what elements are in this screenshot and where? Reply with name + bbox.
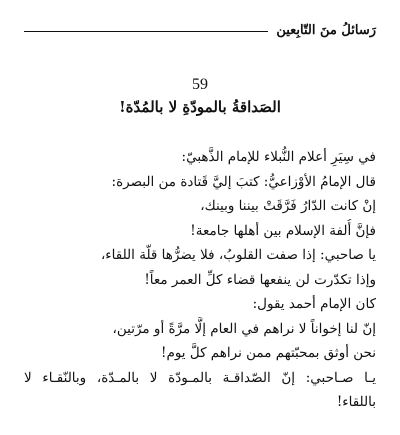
text-line: يا صاحبي: إذا صفت القلوبُ، فلا يضرُّها قلّة اللقاء،: [100, 247, 376, 263]
chapter-title: الصَداقةُ بالمودّةِ لا بالمُدّة!: [119, 98, 281, 116]
page-header: [24, 18, 376, 42]
text-line: وإذا تكدّرت لن ينفعها قضاء كلِّ العمر معاً!: [144, 271, 376, 288]
header-rule: [24, 31, 268, 32]
text-line: إنْ كانت الدّارُ فَرَّقَتْ بيننا وبينك،: [200, 198, 376, 214]
text-line: إنّ لنا إخواناً لا نراهم في العام إلَّا مرَّةً أو مرّتين،: [112, 320, 376, 337]
text-line: في سِيَرِ أعلام النُّبلاء للإمام الذَّهبيّ:: [181, 149, 376, 165]
text-line: نحن أوثق بمحبّتهم ممن نراهم كلَّ يوم!: [161, 345, 376, 361]
running-title: رَسائلُ منَ التّابِعين: [276, 22, 376, 38]
text-line: فإنَّ أُلفة الإسلام بين أهلها جامعة!: [190, 222, 376, 239]
text-line: باللقاء!: [336, 394, 376, 410]
chapter-number: 59: [192, 76, 208, 93]
body-text: [24, 145, 376, 415]
text-line: قال الإمامُ الأوْزاعيُّ: كتبَ إليَّ قَتادة من البصرة:: [111, 173, 376, 190]
text-line: يـا صـاحبي: إنّ الصّداقـة بالمـودّة لا بالمـدّة، وبالنّقـاء لا: [24, 369, 376, 386]
text-line: كان الإمام أحمد يقول:: [252, 296, 376, 312]
